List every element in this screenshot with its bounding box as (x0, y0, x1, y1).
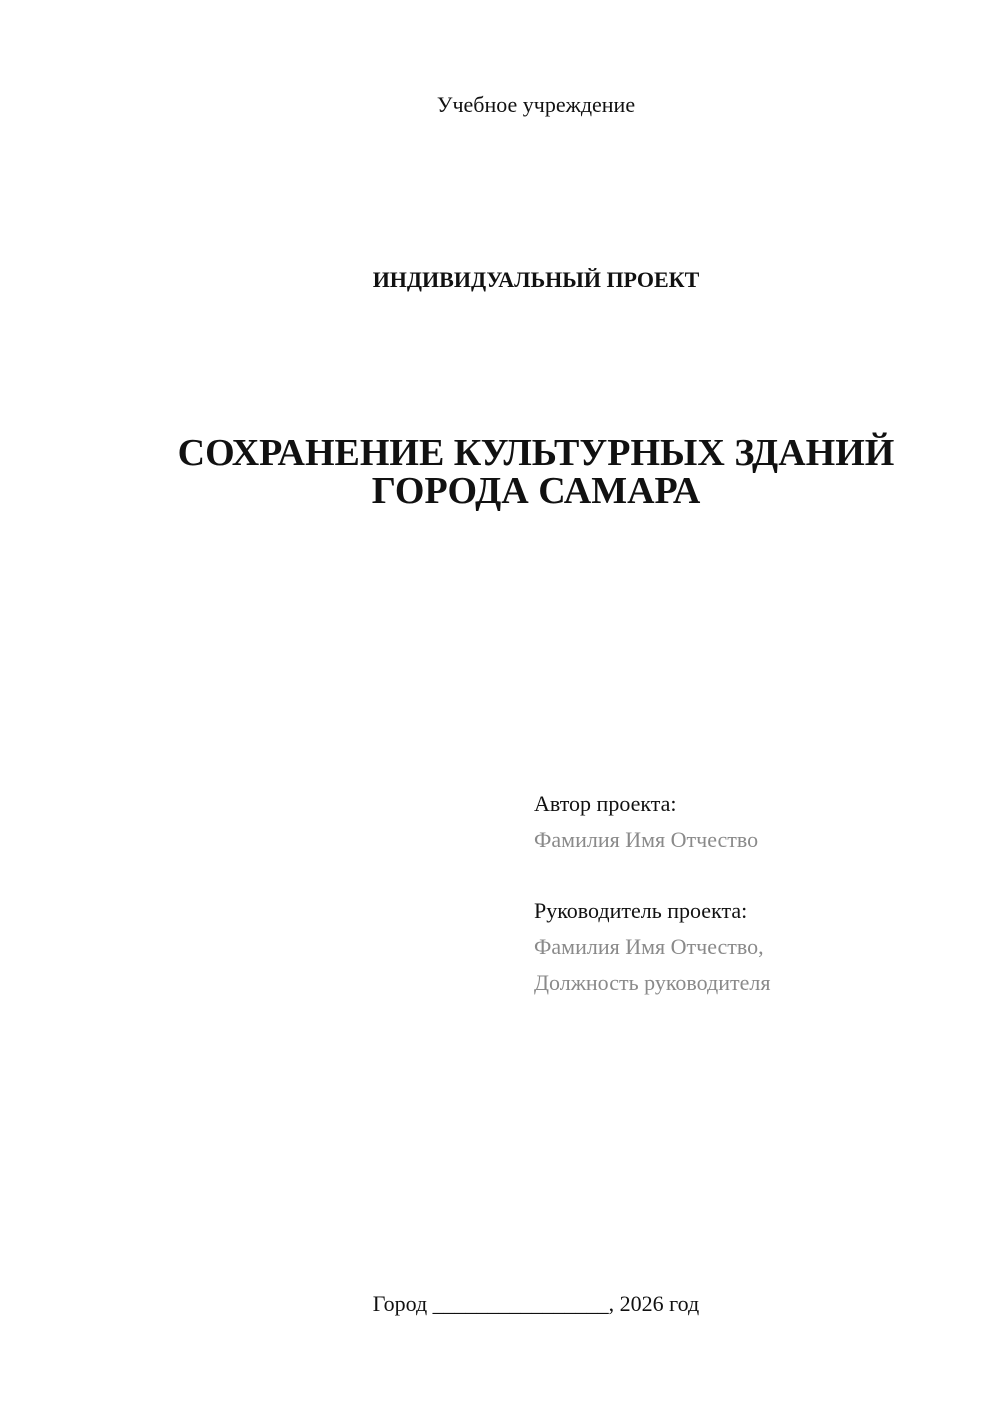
project-title (0, 434, 1000, 510)
author-name: Фамилия Имя Отчество (534, 827, 759, 852)
institution-name: Учебное учреждение (436, 92, 636, 117)
project-type-heading: ИНДИВИДУАЛЬНЫЙ ПРОЕКТ (372, 267, 700, 292)
supervisor-name: Фамилия Имя Отчество, (534, 934, 764, 959)
supervisor-block (534, 893, 770, 1001)
supervisor-position: Должность руководителя (534, 970, 771, 995)
project-title-line-1: СОХРАНЕНИЕ КУЛЬТУРНЫХ ЗДАНИЙ (177, 432, 895, 474)
author-label: Автор проекта: (534, 791, 677, 816)
project-title-line-2: ГОРОДА САМАРА (371, 470, 701, 512)
author-block (534, 786, 758, 858)
supervisor-label: Руководитель проекта: (534, 898, 748, 923)
city-year-footer: Город ________________, 2026 год (372, 1291, 700, 1316)
